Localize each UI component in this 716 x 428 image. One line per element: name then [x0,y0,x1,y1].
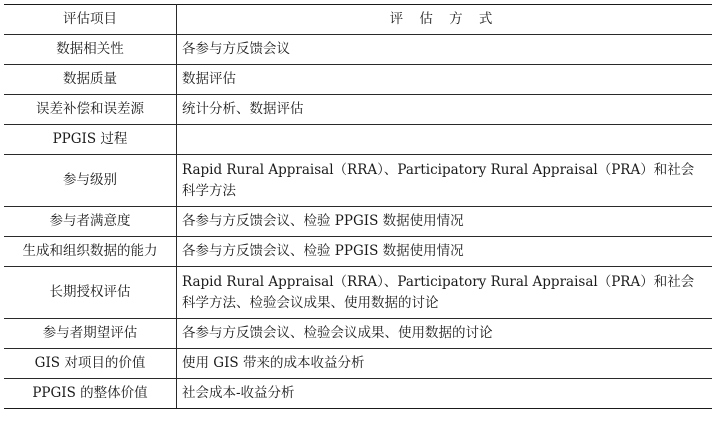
item-cell: GIS 对项目的价值 [4,349,177,379]
method-cell [177,125,713,155]
method-cell: 使用 GIS 带来的成本收益分析 [177,349,713,379]
item-cell: 数据相关性 [4,35,177,65]
item-cell: 误差补偿和误差源 [4,95,177,125]
table-row [4,125,712,155]
table-row [4,65,712,95]
method-cell: 数据评估 [177,65,713,95]
item-cell: 参与级别 [4,155,177,207]
table-row [4,155,712,207]
method-cell: 各参与方反馈会议、检验 PPGIS 数据使用情况 [177,207,713,237]
table-row [4,319,712,349]
item-cell: 参与者期望评估 [4,319,177,349]
method-cell: Rapid Rural Appraisal（RRA）、Participatory Rural Appraisal（PRA）和社会科学方法 [177,155,713,207]
method-cell: 各参与方反馈会议 [177,35,713,65]
table-row [4,207,712,237]
item-cell: 生成和组织数据的能力 [4,237,177,267]
table-row [4,379,712,409]
table-row [4,35,712,65]
method-cell: 统计分析、数据评估 [177,95,713,125]
table-row [4,349,712,379]
method-cell: Rapid Rural Appraisal（RRA）、Participatory Rural Appraisal（PRA）和社会科学方法、检验会议成果、使用数据的讨论 [177,267,713,319]
evaluation-table [4,4,712,409]
item-cell: 数据质量 [4,65,177,95]
item-cell: 参与者满意度 [4,207,177,237]
header-method-cell: 评 估 方 式 [177,5,713,35]
header-item-cell: 评估项目 [4,5,177,35]
item-cell: PPGIS 的整体价值 [4,379,177,409]
method-cell: 社会成本-收益分析 [177,379,713,409]
item-cell: 长期授权评估 [4,267,177,319]
method-cell: 各参与方反馈会议、检验 PPGIS 数据使用情况 [177,237,713,267]
method-cell: 各参与方反馈会议、检验会议成果、使用数据的讨论 [177,319,713,349]
table-row [4,237,712,267]
table-row [4,95,712,125]
table-header-row [4,5,712,35]
item-cell: PPGIS 过程 [4,125,177,155]
table-row [4,267,712,319]
